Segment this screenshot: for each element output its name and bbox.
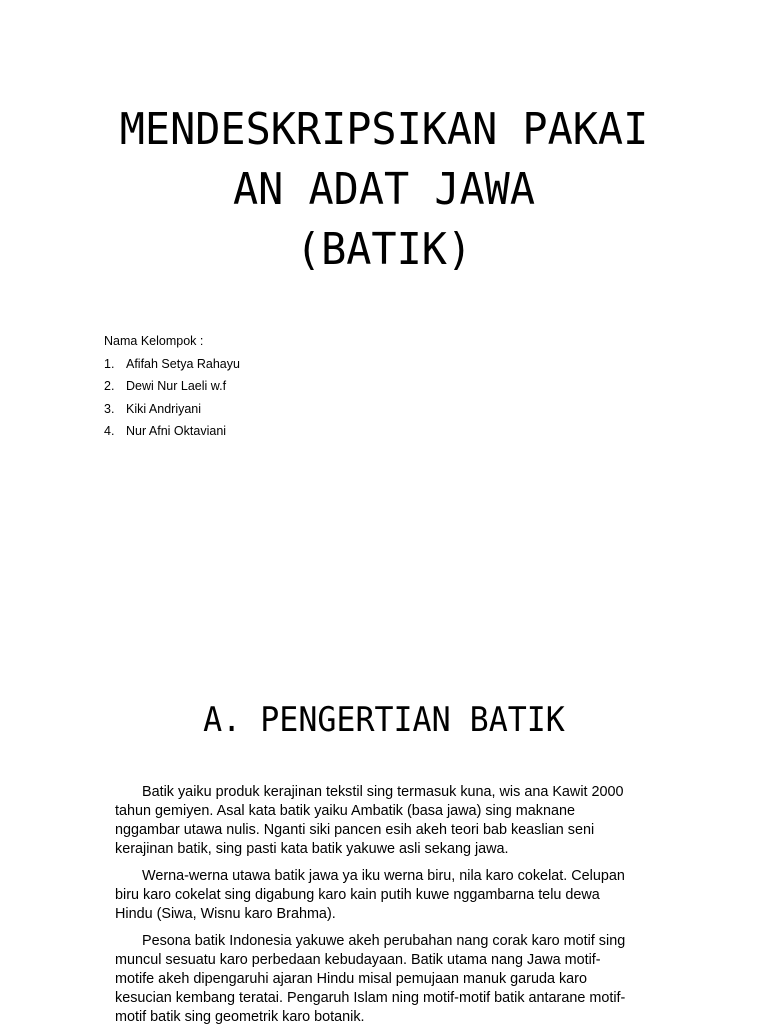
member-number: 2. bbox=[104, 379, 115, 393]
group-members-label: Nama Kelompok : bbox=[104, 334, 204, 348]
paragraph-line: tahun gemiyen. Asal kata batik yaiku Ambatik (basa jawa) sing maknane bbox=[115, 803, 575, 819]
paragraph-line: kerajinan batik, sing pasti kata batik yakuwe asli sekang jawa. bbox=[115, 841, 509, 857]
member-name: Dewi Nur Laeli w.f bbox=[126, 379, 227, 393]
paragraph bbox=[115, 932, 677, 1027]
member-name: Nur Afni Oktaviani bbox=[126, 424, 227, 438]
paragraph-line: Hindu (Siwa, Wisnu karo Brahma). bbox=[115, 906, 336, 922]
title-line: MENDESKRIPSIKAN PAKAI bbox=[119, 104, 649, 155]
document-title bbox=[19, 100, 749, 280]
member-number: 1. bbox=[104, 356, 115, 371]
member-item bbox=[104, 353, 240, 376]
paragraph-line: biru karo cokelat sing digabung karo kain putih kuwe nggambarna telu dewa bbox=[115, 887, 600, 903]
group-members bbox=[104, 330, 240, 443]
paragraph-line: kesucian kembang teratai. Pengaruh Islam ning motif-motif batik antarane motif- bbox=[115, 990, 626, 1006]
member-number: 4. bbox=[104, 424, 115, 438]
paragraph-line: nggambar utawa nulis. Nganti siki pancen esih akeh teori bab keaslian seni bbox=[115, 822, 595, 838]
member-item bbox=[104, 375, 240, 398]
paragraph-line: Werna-werna utawa batik jawa ya iku werna biru, nila karo cokelat. Celupan bbox=[142, 868, 625, 884]
member-name: Kiki Andriyani bbox=[126, 401, 202, 416]
paragraph-line: muncul sesuatu karo perbedaan kebudayaan. Batik utama nang Jawa motif- bbox=[115, 952, 601, 968]
paragraph-line: motife akeh dipengaruhi ajaran Hindu misal pemujaan manuk garuda karo bbox=[115, 971, 587, 987]
title-line: AN ADAT JAWA bbox=[232, 164, 535, 215]
paragraph-line: motif batik sing geometrik karo botanik. bbox=[115, 1009, 365, 1025]
paragraph-line: Pesona batik Indonesia yakuwe akeh perubahan nang corak karo motif sing bbox=[142, 933, 626, 949]
member-item bbox=[104, 420, 240, 443]
member-name: Afifah Setya Rahayu bbox=[126, 356, 240, 371]
paragraph bbox=[115, 783, 677, 859]
paragraph bbox=[115, 867, 677, 924]
member-number: 3. bbox=[104, 401, 115, 416]
section-heading: A. PENGERTIAN BATIK bbox=[203, 700, 565, 740]
title-line: (BATIK) bbox=[295, 224, 473, 275]
member-item bbox=[104, 398, 240, 421]
group-members-list bbox=[104, 353, 240, 443]
paragraph-line: Batik yaiku produk kerajinan tekstil sing termasuk kuna, wis ana Kawit 2000 bbox=[142, 784, 624, 800]
section-body bbox=[115, 783, 677, 1035]
